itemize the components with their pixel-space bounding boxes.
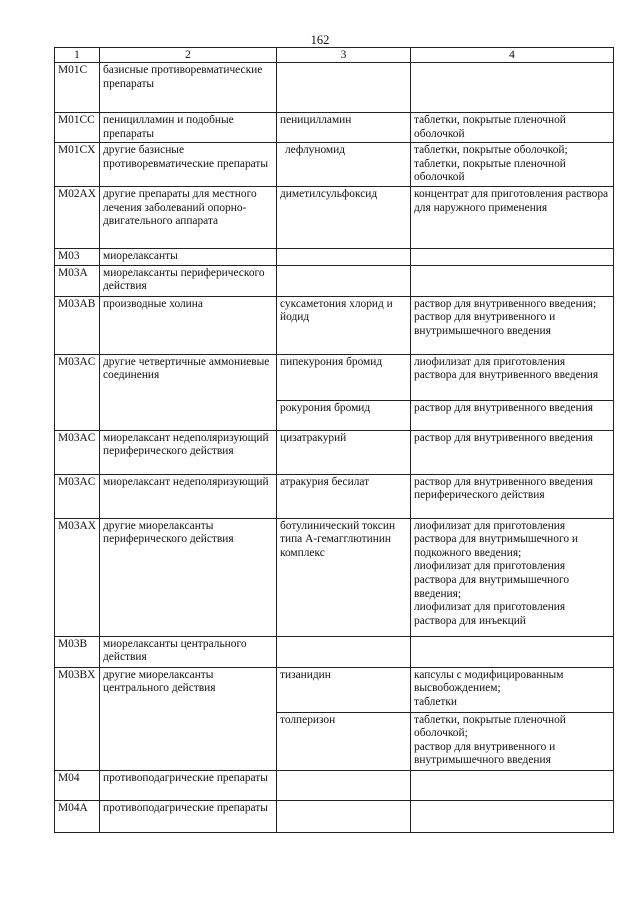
table-row <box>55 430 614 474</box>
dosage-forms <box>411 296 614 354</box>
dosage-forms <box>411 248 614 265</box>
dosage-forms <box>411 143 614 187</box>
drug-name: пеницилламин <box>277 113 411 143</box>
atc-code: M02AX <box>55 186 100 248</box>
dosage-form: таблетки, покрытые оболочкой; <box>414 144 568 157</box>
group-name: миорелаксанты периферического действия <box>100 265 277 296</box>
dosage-forms <box>411 354 614 400</box>
drug-name: тизанидин <box>277 667 411 712</box>
dosage-form: раствор для внутривенного и внутримышечного введения <box>414 311 556 337</box>
dosage-forms <box>411 400 614 430</box>
table-row <box>55 474 614 518</box>
header-row <box>55 48 614 63</box>
drug-name <box>277 265 411 296</box>
table-row <box>55 667 614 712</box>
dosage-forms <box>411 770 614 800</box>
drug-name: суксаметония хлорид и йодид <box>277 296 411 354</box>
dosage-forms <box>411 636 614 667</box>
atc-code: M03A <box>55 265 100 296</box>
drug-name: рокурония бромид <box>277 400 411 430</box>
table-row <box>55 296 614 354</box>
column-header: 1 <box>55 48 100 63</box>
atc-code: M03B <box>55 636 100 667</box>
dosage-form: раствор для внутривенного введения <box>414 431 594 444</box>
atc-code: M03AB <box>55 296 100 354</box>
atc-code: M03 <box>55 248 100 265</box>
drug-name: лефлуномид <box>277 143 411 187</box>
dosage-forms <box>411 800 614 832</box>
group-name: другие миорелаксанты периферического действия <box>100 518 277 636</box>
drug-name <box>277 63 411 113</box>
group-name: миорелаксант недеполяризующий <box>100 474 277 518</box>
dosage-form: лиофилизат для приготовления раствора для внутримышечного и подкожного введения; <box>414 519 578 559</box>
dosage-forms <box>411 667 614 712</box>
drug-name <box>277 636 411 667</box>
drug-name: толперизон <box>277 712 411 770</box>
atc-code: M03AC <box>55 430 100 474</box>
table-row <box>55 770 614 800</box>
dosage-forms <box>411 186 614 248</box>
atc-code: M03AX <box>55 518 100 636</box>
dosage-forms <box>411 474 614 518</box>
table-row <box>55 186 614 248</box>
dosage-form: лиофилизат для приготовления раствора для инъекций <box>414 601 566 627</box>
dosage-form: таблетки <box>414 695 458 708</box>
group-name: миорелаксант недеполяризующий периферического действия <box>100 430 277 474</box>
dosage-form: таблетки, покрытые пленочной оболочкой <box>414 114 566 140</box>
dosage-form: раствор для внутривенного введения <box>414 401 594 414</box>
table-row <box>55 63 614 113</box>
dosage-forms <box>411 518 614 636</box>
table-row <box>55 800 614 832</box>
dosage-form: капсулы с модифицированным высвобождением; <box>414 668 564 695</box>
group-name: другие препараты для местного лечения заболеваний опорно-двигательного аппарата <box>100 186 277 248</box>
column-header: 2 <box>100 48 277 63</box>
dosage-forms <box>411 712 614 770</box>
dosage-form: раствор для внутривенного введения периферического действия <box>414 475 594 502</box>
table-row <box>55 248 614 265</box>
atc-code: M01CC <box>55 113 100 143</box>
table-row <box>55 143 614 187</box>
group-name: противоподагрические препараты <box>100 800 277 832</box>
drug-name <box>277 248 411 265</box>
atc-code: M04A <box>55 800 100 832</box>
group-name: другие базисные противоревматические препараты <box>100 143 277 187</box>
drug-name: атракурия бесилат <box>277 474 411 518</box>
dosage-forms <box>411 113 614 143</box>
dosage-forms <box>411 63 614 113</box>
dosage-form: таблетки, покрытые пленочной оболочкой; <box>414 713 566 740</box>
drug-name <box>277 800 411 832</box>
dosage-forms <box>411 430 614 474</box>
drug-name: цизатракурий <box>277 430 411 474</box>
column-header: 4 <box>411 48 614 63</box>
medication-table <box>54 47 614 833</box>
dosage-form: таблетки, покрытые пленочной оболочкой <box>414 157 566 184</box>
table-row <box>55 518 614 636</box>
group-name: миорелаксанты <box>100 248 277 265</box>
column-header: 3 <box>277 48 411 63</box>
dosage-form: раствор для внутривенного введения; <box>414 297 597 310</box>
dosage-form: концентрат для приготовления раствора для наружного применения <box>414 187 609 214</box>
drug-name: пипекурония бромид <box>277 354 411 400</box>
group-name: пеницилламин и подобные препараты <box>100 113 277 143</box>
atc-code: M03BX <box>55 667 100 770</box>
table-row <box>55 265 614 296</box>
drug-name <box>277 770 411 800</box>
drug-name: ботулинический токсин типа A-гемагглютинин комплекс <box>277 518 411 636</box>
page-number: 162 <box>310 33 330 47</box>
atc-code: M03AC <box>55 354 100 430</box>
table-row <box>55 354 614 400</box>
group-name: другие четвертичные аммониевые соединения <box>100 354 277 430</box>
dosage-form: лиофилизат для приготовления раствора для внутривенного введения <box>414 355 599 382</box>
atc-code: M01C <box>55 63 100 113</box>
table-row <box>55 636 614 667</box>
dosage-form: раствор для внутривенного и внутримышечного введения <box>414 740 556 767</box>
group-name: противоподагрические препараты <box>100 770 277 800</box>
atc-code: M03AC <box>55 474 100 518</box>
dosage-form: лиофилизат для приготовления раствора для внутримышечного введения; <box>414 560 570 600</box>
atc-code: M04 <box>55 770 100 800</box>
drug-name: диметилсульфоксид <box>277 186 411 248</box>
dosage-forms <box>411 265 614 296</box>
group-name: другие миорелаксанты центрального действия <box>100 667 277 770</box>
table-row <box>55 113 614 143</box>
group-name: базисные противоревматические препараты <box>100 63 277 113</box>
group-name: производные холина <box>100 296 277 354</box>
group-name: миорелаксанты центрального действия <box>100 636 277 667</box>
atc-code: M01CX <box>55 143 100 187</box>
